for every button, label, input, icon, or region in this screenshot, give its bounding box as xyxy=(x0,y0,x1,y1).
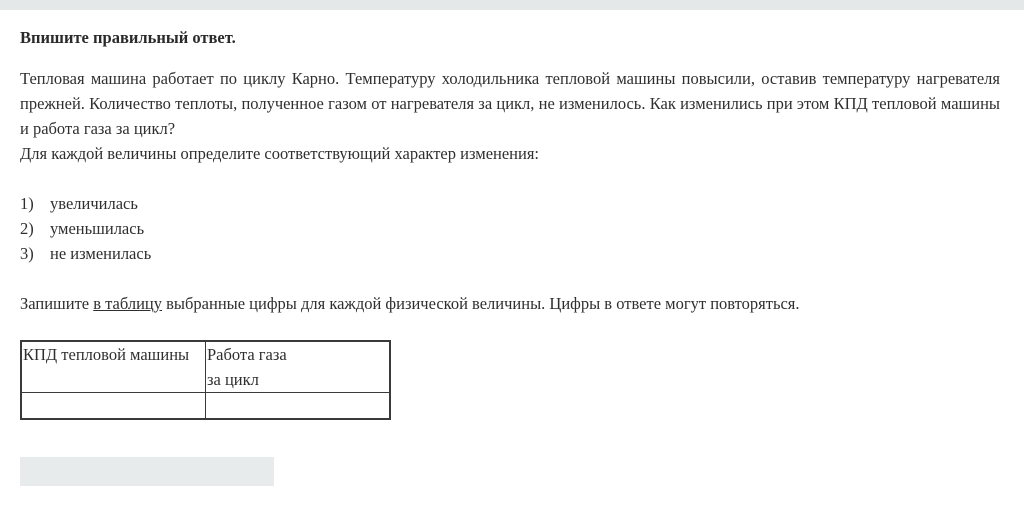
answer-cell-gas-work[interactable] xyxy=(206,393,391,420)
option-number: 2) xyxy=(20,219,34,238)
option-number: 1) xyxy=(20,194,34,213)
instruction-before: Запишите xyxy=(20,294,94,313)
options-list xyxy=(20,191,1000,266)
option-item xyxy=(20,216,1000,241)
answer-gas-work-value[interactable] xyxy=(206,393,389,418)
prompt-text: Для каждой величины определите соответствующий характер изменения: xyxy=(20,144,540,163)
option-item xyxy=(20,191,1000,216)
header-efficiency: КПД тепловой машины xyxy=(21,341,206,393)
table-answer-row xyxy=(21,393,390,420)
top-bar xyxy=(0,0,1024,10)
table-link[interactable]: в таблицу xyxy=(93,294,163,313)
instruction-after: выбранные цифры для каждой физической величины. Цифры в ответе могут повторяться. xyxy=(162,294,800,313)
table-header-row xyxy=(21,341,390,393)
task-content xyxy=(20,26,1000,316)
task-heading: Впишите правильный ответ. xyxy=(20,28,236,47)
option-item xyxy=(20,241,1000,266)
option-text: уменьшилась xyxy=(50,219,145,238)
option-number: 3) xyxy=(20,244,34,263)
answer-table xyxy=(20,340,391,420)
instruction-text xyxy=(20,291,1000,316)
header-gas-work xyxy=(206,341,391,393)
option-text: не изменилась xyxy=(50,244,152,263)
header-gas-work-line2: за цикл xyxy=(207,370,259,389)
option-text: увеличилась xyxy=(50,194,138,213)
header-gas-work-line1: Работа газа xyxy=(207,345,287,364)
question-text: Тепловая машина работает по циклу Карно. Температуру холодильника тепловой машины повысили, оставив температуру нагревателя прежней. Количество теплоты, полученное газом от нагревателя за цикл, не изменилось. Как изменились при этом КПД тепловой машины и работа газа за цикл? xyxy=(20,69,1000,138)
answer-field-bar[interactable] xyxy=(20,457,274,486)
answer-cell-efficiency[interactable] xyxy=(21,393,206,420)
answer-efficiency-value[interactable] xyxy=(22,393,205,418)
